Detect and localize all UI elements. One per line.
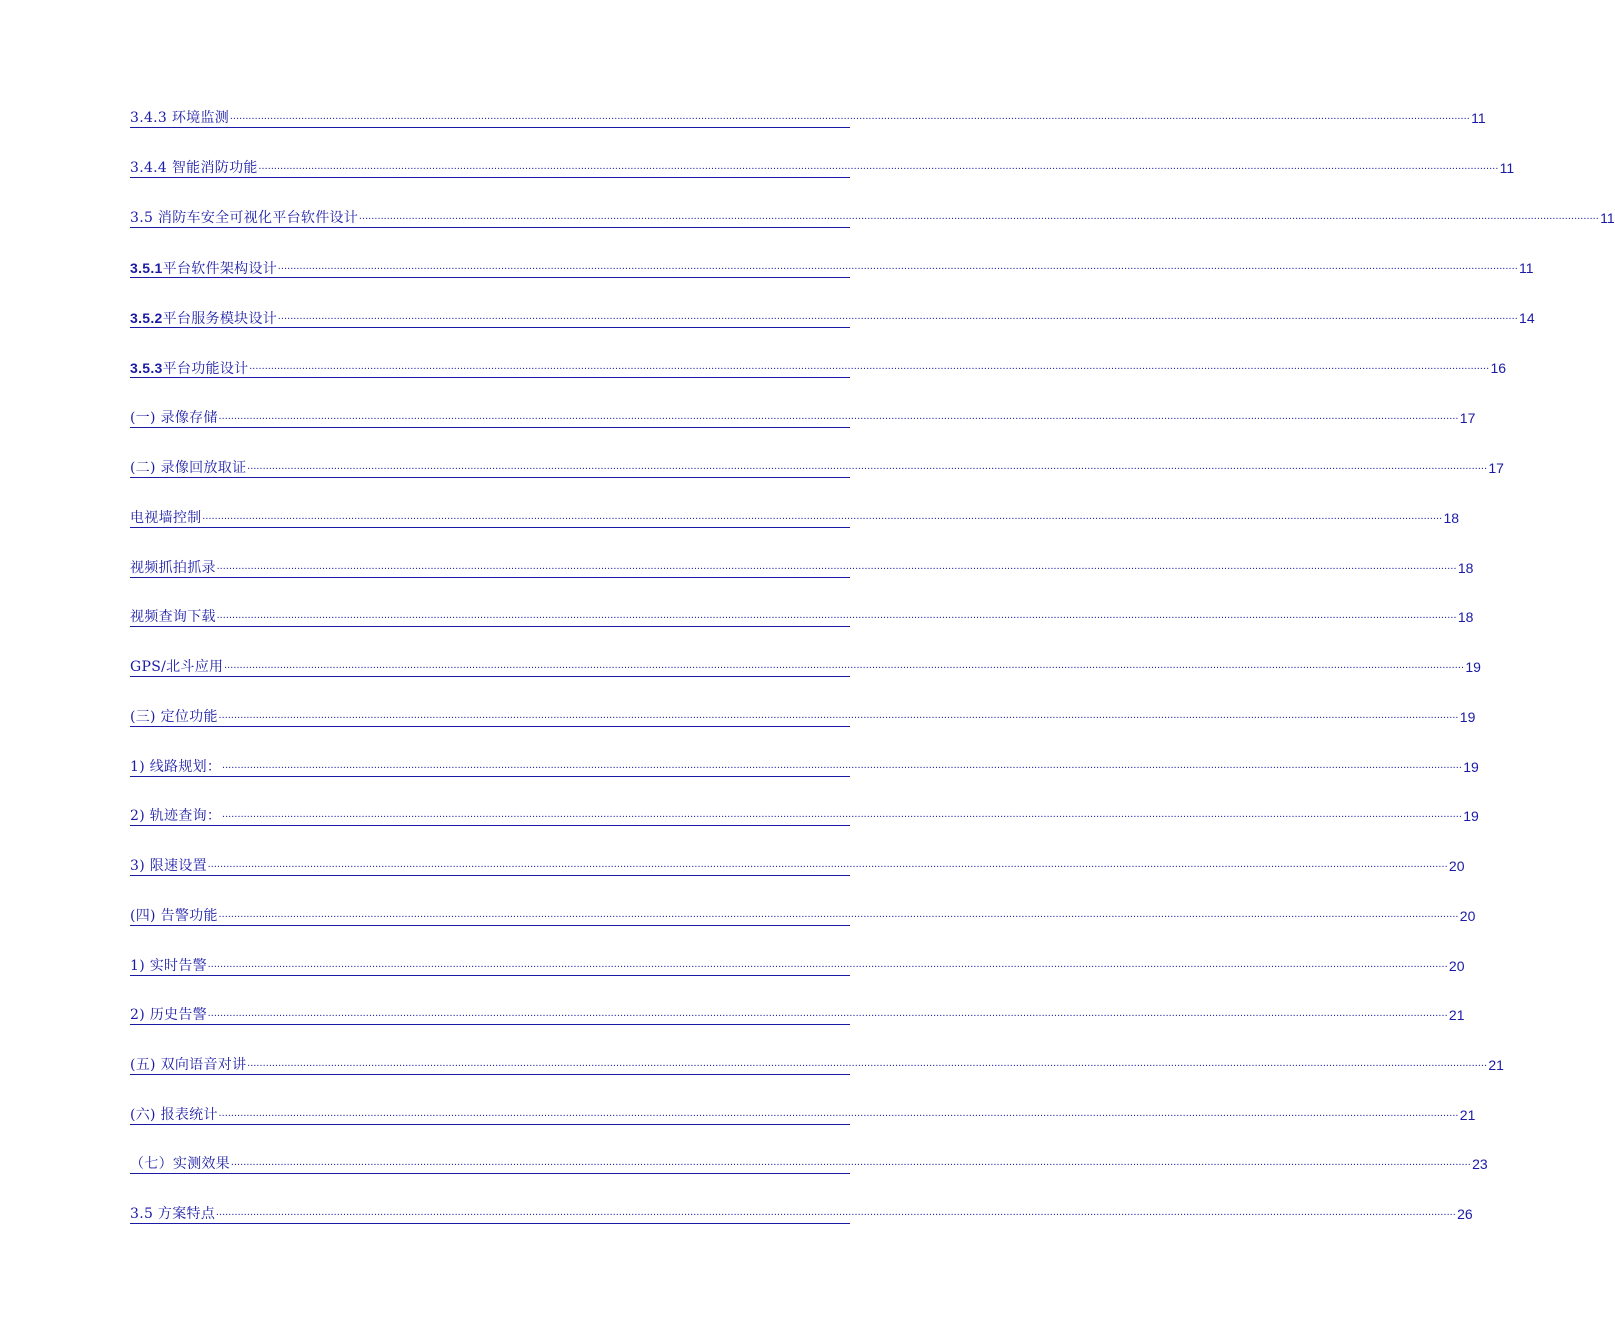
toc-entry[interactable] [130, 355, 1507, 378]
toc-entry-number: 3.5.3 [130, 360, 163, 376]
toc-entry-page: 19 [1465, 659, 1481, 675]
toc-entry[interactable] [130, 455, 1504, 478]
toc-entry-label: (四) 告警功能 [130, 908, 218, 924]
toc-entry[interactable] [130, 1002, 1465, 1025]
toc-entry-title: 平台软件架构设计 [162, 260, 278, 276]
toc-dot-leader: ................................................................................................................................................................................................................................................................................................................................................................................................................ [247, 1058, 1488, 1069]
toc-entry[interactable] [130, 704, 1476, 727]
toc-entry-label: 1) 线路规划： [130, 759, 222, 775]
toc-dot-leader: ................................................................................................................................................................................................................................................................................................................................................................................................................ [207, 1008, 1448, 1019]
toc-dot-leader: ................................................................................................................................................................................................................................................................................................................................................................................................................ [222, 760, 1463, 771]
toc-dot-leader: ................................................................................................................................................................................................................................................................................................................................................................................................................ [202, 511, 1443, 522]
toc-dot-leader: ................................................................................................................................................................................................................................................................................................................................................................................................................ [218, 411, 1459, 422]
toc-entry-page: 19 [1463, 759, 1479, 775]
toc-dot-leader: ................................................................................................................................................................................................................................................................................................................................................................................................................ [222, 809, 1463, 820]
toc-entry[interactable] [130, 555, 1474, 578]
toc-entry-label: 3) 限速设置 [130, 858, 207, 874]
toc-entry-label: 3.4.3 环境监测 [130, 110, 230, 126]
toc-entry[interactable] [130, 654, 1481, 677]
toc-dot-leader: ................................................................................................................................................................................................................................................................................................................................................................................................................ [218, 909, 1459, 920]
toc-dot-leader: ................................................................................................................................................................................................................................................................................................................................................................................................................ [231, 1157, 1472, 1168]
toc-entry[interactable] [130, 1201, 1473, 1224]
toc-entry-label: （七）实测效果 [130, 1156, 231, 1172]
toc-entry-label: (六) 报表统计 [130, 1107, 218, 1123]
toc-entry-page: 18 [1457, 609, 1474, 625]
toc-dot-leader: ................................................................................................................................................................................................................................................................................................................................................................................................................ [278, 261, 1519, 272]
toc-entry-label [130, 309, 277, 327]
toc-entry-page: 17 [1459, 410, 1476, 426]
toc-entry-page: 17 [1488, 460, 1504, 476]
toc-entry[interactable] [130, 1052, 1504, 1075]
toc-dot-leader: ................................................................................................................................................................................................................................................................................................................................................................................................................ [216, 1207, 1457, 1218]
toc-entry[interactable] [130, 903, 1476, 926]
toc-entry[interactable] [130, 505, 1460, 528]
toc-entry-label: 视频抓拍抓录 [130, 560, 216, 576]
toc-entry[interactable] [130, 105, 1486, 128]
toc-entry-page: 11 [1499, 160, 1515, 176]
toc-dot-leader: ................................................................................................................................................................................................................................................................................................................................................................................................................ [207, 859, 1448, 870]
toc-entry-label: 3.4.4 智能消防功能 [130, 160, 258, 176]
toc-dot-leader: ................................................................................................................................................................................................................................................................................................................................................................................................................ [207, 959, 1448, 970]
toc-entry-page: 11 [1519, 260, 1534, 276]
toc-dot-leader: ................................................................................................................................................................................................................................................................................................................................................................................................................ [247, 461, 1488, 472]
toc-entry-page: 19 [1459, 709, 1476, 725]
toc-entry-label: 电视墙控制 [130, 510, 202, 526]
toc-entry-label: (一) 录像存储 [130, 410, 218, 426]
toc-entry-label [130, 359, 248, 377]
toc-entry-page: 26 [1457, 1206, 1473, 1222]
toc-entry-page: 23 [1472, 1156, 1488, 1172]
toc-entry[interactable] [130, 803, 1479, 826]
toc-entry-page: 20 [1448, 958, 1465, 974]
toc-entry[interactable] [130, 1102, 1476, 1125]
toc-entry[interactable] [130, 205, 1615, 228]
toc-entry-page: 18 [1443, 510, 1460, 526]
toc-dot-leader: ................................................................................................................................................................................................................................................................................................................................................................................................................ [218, 1108, 1459, 1119]
toc-entry-title: 平台功能设计 [162, 360, 249, 376]
toc-entry[interactable] [130, 953, 1465, 976]
toc-entry-label: GPS/北斗应用 [130, 659, 224, 675]
toc-entry-page: 21 [1448, 1007, 1465, 1023]
toc-entry-label [130, 259, 277, 277]
toc-entry-label: 视频查询下载 [130, 609, 216, 625]
toc-entry-title: 平台服务模块设计 [162, 310, 278, 326]
toc-entry[interactable] [130, 1151, 1488, 1174]
toc-dot-leader: ................................................................................................................................................................................................................................................................................................................................................................................................................ [230, 111, 1471, 122]
toc-entry-page: 21 [1488, 1057, 1504, 1073]
toc-entry-page: 21 [1459, 1107, 1476, 1123]
toc-entry-page: 18 [1457, 560, 1474, 576]
toc-entry[interactable] [130, 405, 1476, 428]
toc-entry[interactable] [130, 604, 1474, 627]
toc-entry-page: 11 [1471, 110, 1486, 126]
toc-entry-number: 3.5.1 [130, 260, 163, 276]
toc-dot-leader: ................................................................................................................................................................................................................................................................................................................................................................................................................ [224, 660, 1465, 671]
toc-entry-number: 3.5.2 [130, 310, 163, 326]
toc-entry-label: 1) 实时告警 [130, 958, 207, 974]
toc-entry[interactable] [130, 305, 1535, 328]
toc-dot-leader: ................................................................................................................................................................................................................................................................................................................................................................................................................ [216, 610, 1457, 621]
toc-entry-label: 2) 历史告警 [130, 1007, 207, 1023]
toc-entry-page: 16 [1490, 360, 1507, 376]
toc-entry-label: 2) 轨迹查询： [130, 808, 222, 824]
toc-entry-page: 11 [1600, 210, 1615, 226]
toc-dot-leader: ................................................................................................................................................................................................................................................................................................................................................................................................................ [359, 211, 1600, 222]
toc-entry-page: 19 [1463, 808, 1479, 824]
toc-entry[interactable] [130, 255, 1534, 278]
toc-entry-label: (三) 定位功能 [130, 709, 218, 725]
toc-entry[interactable] [130, 754, 1479, 777]
toc-entry-page: 14 [1519, 310, 1535, 326]
toc-dot-leader: ................................................................................................................................................................................................................................................................................................................................................................................................................ [258, 161, 1499, 172]
toc-entry-label: 3.5 消防车安全可视化平台软件设计 [130, 210, 359, 226]
toc-dot-leader: ................................................................................................................................................................................................................................................................................................................................................................................................................ [278, 311, 1519, 322]
toc-entry-page: 20 [1459, 908, 1476, 924]
toc-entry-label: (五) 双向语音对讲 [130, 1057, 247, 1073]
toc-dot-leader: ................................................................................................................................................................................................................................................................................................................................................................................................................ [216, 561, 1457, 572]
toc-entry-label: (二) 录像回放取证 [130, 460, 247, 476]
toc-dot-leader: ................................................................................................................................................................................................................................................................................................................................................................................................................ [249, 361, 1490, 372]
toc-entry-page: 20 [1448, 858, 1465, 874]
toc-entry-label: 3.5 方案特点 [130, 1206, 216, 1222]
toc-entry[interactable] [130, 155, 1515, 178]
toc-entry[interactable] [130, 853, 1465, 876]
toc-dot-leader: ................................................................................................................................................................................................................................................................................................................................................................................................................ [218, 710, 1459, 721]
